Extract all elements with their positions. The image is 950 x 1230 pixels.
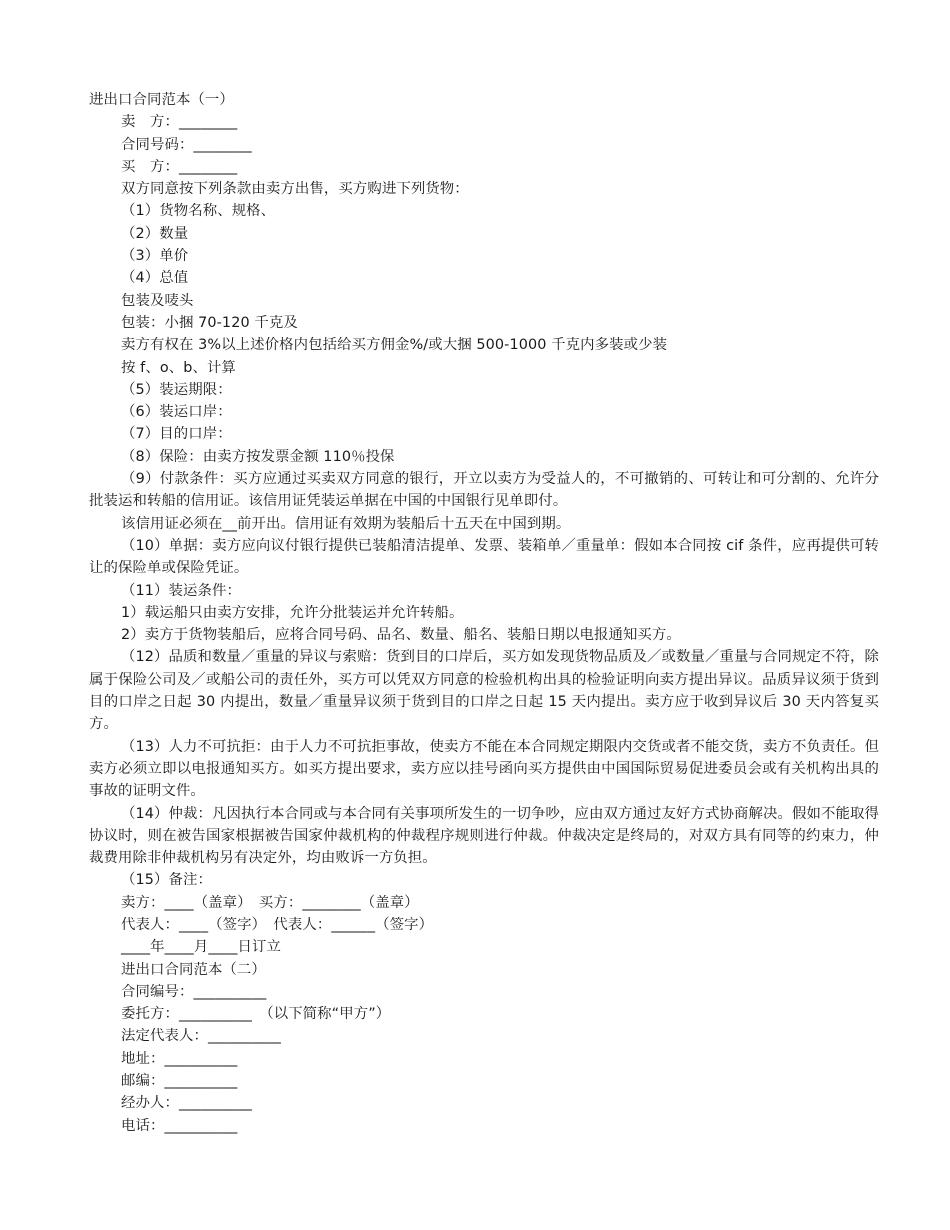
letter-of-credit-text: 该信用证必须在__前开出。信用证有效期为装船后十五天在中国到期。 [121, 515, 571, 532]
clause-total-value: （4）总值 [121, 270, 189, 287]
contract-number-field: 合同号码：________ [121, 136, 252, 153]
seller-option-text: 卖方有权在 3%以上述价格内包括给买方佣金%/或大捆 500-1000 千克内多装或少装 [121, 337, 668, 354]
clause-payment-terms: （9）付款条件：买方应通过买卖双方同意的银行，开立以卖方为受益人的，不可撤销的、可转让和可分割的、允许分批装运和转船的信用证。该信用证凭装运单据在中国的中国银行见单即付。 [89, 471, 879, 510]
date-line: ____年____月____日订立 [121, 939, 281, 956]
clause-force-majeure: （13）人力不可抗拒：由于人力不可抗拒事故，使卖方不能在本合同规定期限内交货或者不能交货，卖方不负责任。但卖方必须立即以电报通知买方。如买方提出要求，卖方应以挂号函向买方提供由中国国际贸易促进委员会或有关机构出具的事故的证明文件。 [89, 738, 879, 800]
clause-insurance: （8）保险：由卖方按发票金额 110％投保 [121, 448, 395, 465]
contract-2-client-field: 委托方：__________ （以下简称“甲方”） [121, 1006, 391, 1023]
fob-text: 按 f、o、b、计算 [121, 359, 236, 376]
shipping-condition-2: 2）卖方于货物装船后，应将合同号码、品名、数量、船名、装船日期以电报通知买方。 [121, 627, 681, 644]
clause-loading-port: （6）装运口岸： [121, 404, 232, 421]
seller-field: 卖 方：________ [121, 114, 238, 131]
clause-remarks: （15）备注： [121, 872, 212, 889]
shipping-condition-1: 1）载运船只由卖方安排，允许分批装运并允许转船。 [121, 604, 464, 621]
agreement-statement: 双方同意按下列条款由卖方出售，买方购进下列货物： [121, 181, 469, 198]
contract-2-phone-field: 电话：__________ [121, 1117, 238, 1134]
contract-2-agent-field: 经办人：__________ [121, 1095, 252, 1112]
clause-destination-port: （7）目的口岸： [121, 426, 232, 443]
contract-2-postcode-field: 邮编：__________ [121, 1073, 238, 1090]
signature-line-representative: 代表人：____（签字） 代表人：______（签字） [121, 916, 434, 933]
clause-quantity: （2）数量 [121, 225, 189, 242]
document-title-1: 进出口合同范本（一） [89, 92, 234, 108]
document-title-2: 进出口合同范本（二） [121, 961, 266, 978]
clause-goods-name: （1）货物名称、规格、 [121, 203, 276, 220]
packing-marks-heading: 包装及唛头 [121, 292, 194, 309]
contract-2-address-field: 地址：__________ [121, 1050, 238, 1067]
buyer-field: 买 方：________ [121, 158, 238, 175]
packing-text: 包装：小捆 70-120 千克及 [121, 314, 298, 331]
clause-documents: （10）单据：卖方应向议付银行提供已装船清洁提单、发票、装箱单／重量单：假如本合同按 cif 条件，应再提供可转让的保险单或保险凭证。 [89, 537, 879, 577]
contract-document [89, 89, 879, 1137]
contract-2-number-field: 合同编号：__________ [121, 983, 267, 1000]
clause-unit-price: （3）单价 [121, 248, 189, 265]
clause-shipment-period: （5）装运期限： [121, 381, 232, 398]
signature-line-seal: 卖方：____（盖章） 买方：________（盖章） [121, 894, 419, 911]
clause-arbitration: （14）仲裁：凡因执行本合同或与本合同有关事项所发生的一切争吵，应由双方通过友好方式协商解决。假如不能取得协议时，则在被告国家根据被告国家仲裁机构的仲裁程序规则进行仲裁。仲裁决定是终局的，对双方具有同等的约束力，仲裁费用除非仲裁机构另有决定外，均由败诉一方负担。 [89, 805, 879, 867]
clause-shipping-conditions: （11）装运条件： [121, 582, 241, 599]
clause-claims: （12）品质和数量／重量的异议与索赔：货到目的口岸后，买方如发现货物品质及／或数量／重量与合同规定不符，除属于保险公司及／或船公司的责任外，买方可以凭双方同意的检验机构出具的检验证明向卖方提出异议。品质异议须于货到目的口岸之日起 30 内提出，数量／重量异议须于货到目的口岸之日起 15 天内提出。卖方应于收到异议后 30 天内答复买方。 [89, 649, 879, 733]
contract-2-legal-rep-field: 法定代表人：__________ [121, 1028, 281, 1045]
